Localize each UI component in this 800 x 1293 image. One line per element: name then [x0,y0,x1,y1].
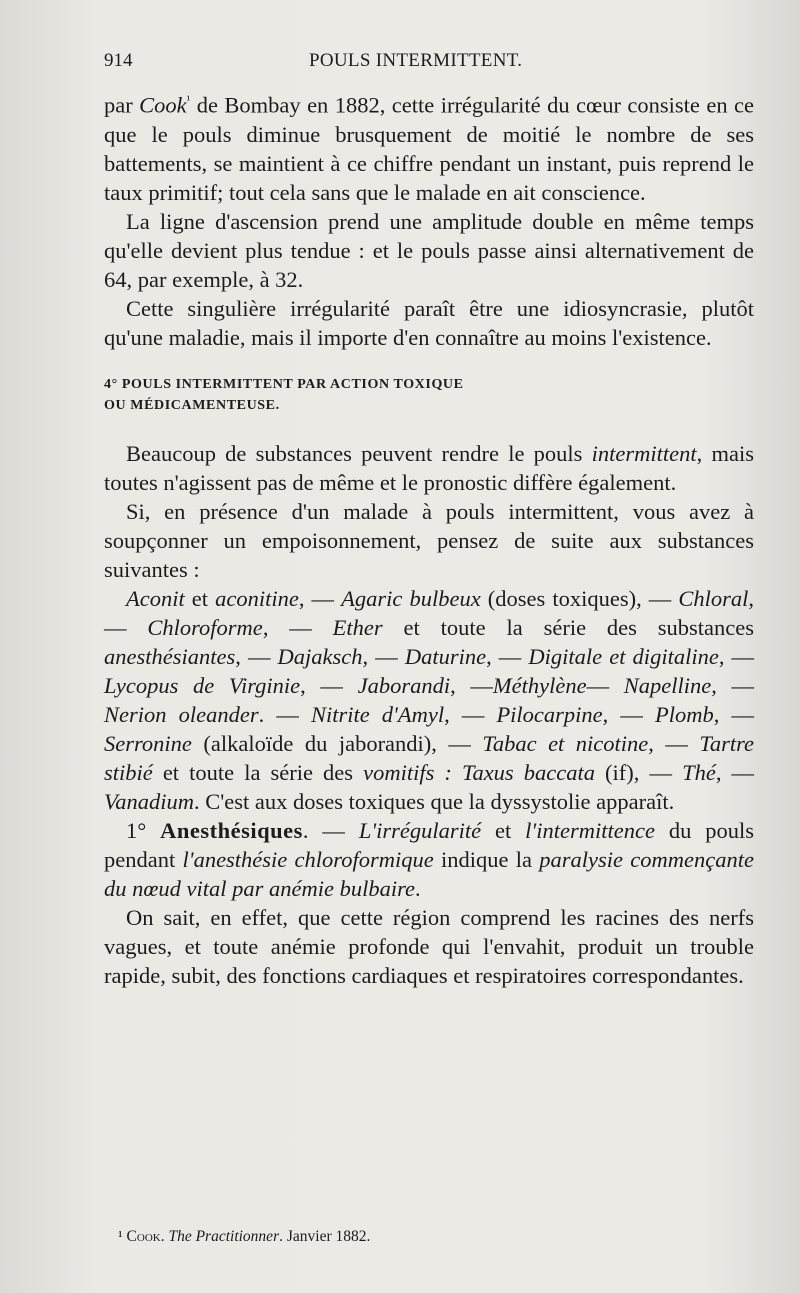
text-run: , — [450,672,493,698]
text-run: et [184,585,216,611]
footnote [118,1228,370,1246]
text-run: Beaucoup de substances peuvent rendre le pouls [126,440,592,466]
subsection-title: Anesthésiques [160,817,303,843]
text-run: et [481,817,526,843]
text-run: . — [258,701,311,727]
emphasis: paralysie commençante du nœud vital par anémie bulbaire [104,846,754,901]
text-run: , — [715,759,755,785]
text-run: , mais toutes n'agissent pas de même et le pronostic diffère également. [104,440,754,495]
text-run: , — [711,672,755,698]
section-heading-line1: 4° POULS INTERMITTENT PAR ACTION TOXIQUE [104,376,464,392]
substance-name: Chloral [678,585,749,611]
paragraph-ascension: La ligne d'ascension prend une amplitude double en même temps qu'elle devient plus tendue : et le pouls passe ainsi alternativement de 64, par exemple, à 32. [104,208,754,292]
substance-name: Nitrite d'Amyl [310,701,445,727]
author-name: Cook [139,92,187,118]
text-run: et toute la série des [152,759,364,785]
text-run: . [415,875,421,901]
substance-name: Digitale et digitaline [528,643,719,669]
substance-name: Ether [332,614,383,640]
emphasis: intermittent [591,440,697,466]
text-run: , — [718,643,755,669]
text-run: . C'est aux doses toxiques que la dyssystolie apparaît. [194,788,675,814]
substance-name: Dajaksch [277,643,363,669]
substance-name: Vanadium [104,788,194,814]
footnote-journal: The Practitionner [168,1228,280,1245]
paragraph-nerfs-vagues: On sait, en effet, que cette région comprend les racines des nerfs vagues, et toute anémie profonde qui l'envahit, produit un trouble rapide, subit, des fonctions cardiaques et respiratoires correspondantes. [104,904,754,988]
substance-name: Lycopus de Virginie [104,672,301,698]
item-number: 1° [126,817,161,843]
text-run: de Bombay en 1882, cette irrégularité du cœur consiste en ce que le pouls diminue brusquement de moitié le nombre de ses battements, se maintient à ce chiffre pendant un instant, puis reprend le taux primitif; tout cela sans que le malade en ait conscience. [104,92,754,205]
footnote-marker: ¹ [118,1228,127,1245]
paragraph-substances [104,439,754,497]
paragraph-empoisonnement: Si, en présence d'un malade à pouls intermittent, vous avez à soupçonner un empoisonnement, pensez de suite aux substances suivantes : [104,498,754,582]
substance-name: Nerion oleander [104,701,259,727]
text-run: . [160,1228,169,1245]
substance-list [104,584,754,816]
page-header [104,50,744,76]
text-run: indique la [433,846,540,872]
text-run: — [586,672,624,698]
text-run: , — [486,643,529,669]
text-run: , — [444,701,497,727]
text-run: du pouls pendant [104,817,754,872]
text-run: . — [302,817,359,843]
spacer [104,416,754,439]
text-run: , — [362,643,405,669]
emphasis: l'intermittence [525,817,655,843]
substance-name: Thé [682,759,716,785]
text-run: (doses toxiques), — [480,585,679,611]
substance-name: Plomb [655,701,714,727]
paragraph-anesthesiques [104,816,754,903]
text-run: , — [602,701,656,727]
footnote-author: Cook [126,1228,161,1245]
substance-name: Aconit [126,585,185,611]
text-run: , — [648,730,700,756]
text-run: , — [235,643,278,669]
substance-name: anesthésiantes [104,643,236,669]
paragraph-idiosyncrasie: Cette singulière irrégularité paraît être une idiosyncrasie, plutôt qu'une maladie, mais il importe d'en connaître au moins l'existence. [104,295,754,350]
substance-name: Serronine [104,730,192,756]
text-run: , — [713,701,754,727]
text-run: , — [298,585,342,611]
text-run: , — [262,614,333,640]
text-run: (if), — [594,759,683,785]
substance-name: Jaborandi [357,672,451,698]
substance-name: Pilocarpine [496,701,603,727]
text-run: par [104,92,140,118]
substance-name: aconitine [215,585,299,611]
text-run: et toute la série des substances [382,614,755,640]
substance-name: Daturine [404,643,487,669]
text-run: , — [104,585,754,640]
spacer [104,352,754,374]
emphasis: l'anesthésie chloroformique [182,846,434,872]
section-heading-line2: OU MÉDICAMENTEUSE. [104,397,280,413]
page-number: 914 [104,50,133,71]
substance-name: Tabac et nicotine [482,730,649,756]
substance-name: Chloroforme [147,614,263,640]
footnote-marker: ¹ [186,93,191,107]
page-body [104,86,754,990]
substance-name: Méthylène [492,672,587,698]
substance-name: Napelline [623,672,712,698]
text-run: . Janvier 1882. [279,1228,371,1245]
emphasis: L'irrégularité [358,817,482,843]
text-run: (alkaloïde du jaborandi), — [191,730,483,756]
paragraph-cook [104,86,754,207]
substance-name: Agaric bulbeux [341,585,481,611]
substance-name: vomitifs : Taxus baccata [363,759,595,785]
substance-name: Tartre stibié [104,730,754,785]
text-run: , — [300,672,358,698]
running-title: POULS INTERMITTENT. [309,50,523,71]
